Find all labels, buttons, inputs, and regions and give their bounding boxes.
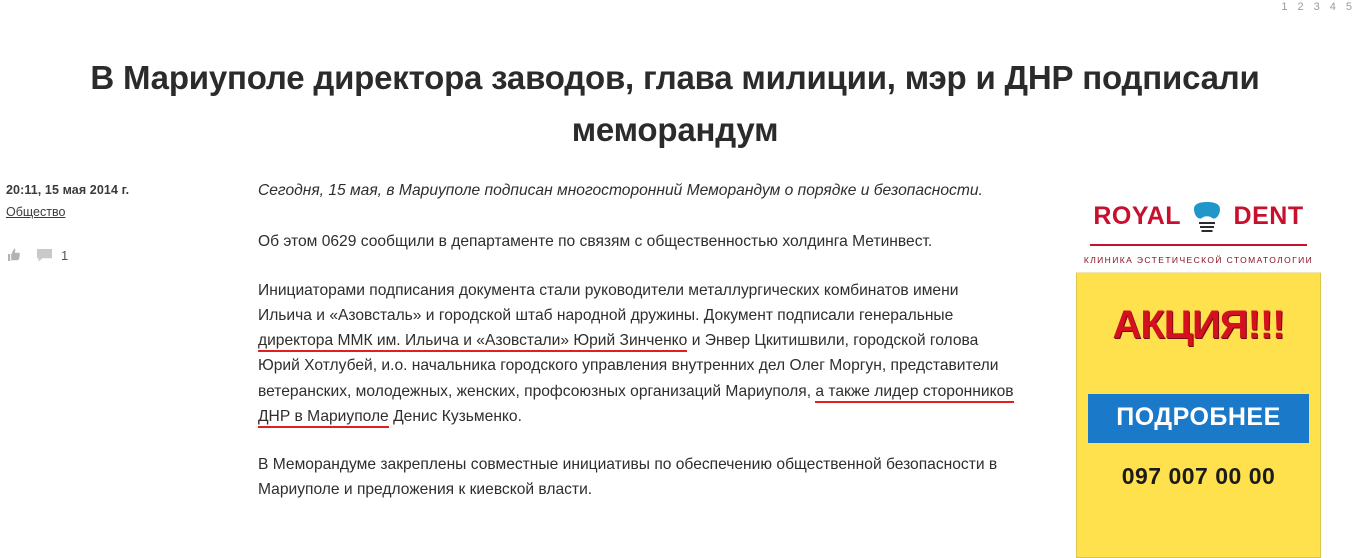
article-paragraph-3: В Меморандуме закреплены совместные инициативы по обеспечению общественной безопасности в Мариуполе и предложения к киевской власти. xyxy=(258,456,998,499)
page-title: В Мариуполе директора заводов, глава милиции, мэр и ДНР подписали меморандум xyxy=(90,59,1260,149)
publish-date: 20:11, 15 мая 2014 г. xyxy=(6,183,130,197)
category-link[interactable]: Общество xyxy=(6,205,66,219)
page-number-2[interactable]: 2 xyxy=(1297,1,1304,13)
page-number-4[interactable]: 4 xyxy=(1329,1,1336,13)
page-number-strip[interactable] xyxy=(1281,0,1352,13)
comment-count: 1 xyxy=(61,247,69,263)
highlighted-phrase-2: а также лидер сторонников ДНР в Мариуполе xyxy=(258,383,1014,428)
highlighted-phrase-1: директора ММК им. Ильича и «Азовстали» Юрий Зинченко xyxy=(258,332,687,352)
ad-phone-number: 097 007 00 00 xyxy=(1121,463,1276,489)
advertisement-banner[interactable] xyxy=(1076,178,1321,558)
ad-logo-area xyxy=(1076,178,1321,273)
ad-brand xyxy=(1076,200,1321,234)
thumbs-up-icon[interactable] xyxy=(6,247,22,263)
ad-brand-left: ROYAL xyxy=(1093,202,1181,230)
ad-divider xyxy=(1090,244,1307,246)
ad-brand-right: DENT xyxy=(1233,202,1304,230)
paragraph-text-part: Денис Кузьменко. xyxy=(388,407,522,425)
article-lead: Сегодня, 15 мая, в Мариуполе подписан многосторонний Меморандум о порядке и безопасности. xyxy=(258,182,983,199)
paragraph-text-part: Инициаторами подписания документа стали руководители металлургических комбинатов имени Ильича и «Азовсталь» и городской штаб народной дружины. Документ подписали генеральные xyxy=(258,281,959,324)
comment-bubble-icon[interactable] xyxy=(36,248,53,263)
meta-icon-row xyxy=(6,247,206,263)
article-paragraph-2 xyxy=(258,278,1014,430)
page-number-3[interactable]: 3 xyxy=(1313,1,1320,13)
article-body xyxy=(258,178,1014,526)
article-meta xyxy=(6,183,206,263)
ad-details-button[interactable]: ПОДРОБНЕЕ xyxy=(1088,394,1309,443)
ad-subtitle: КЛИНИКА ЭСТЕТИЧЕСКОЙ СТОМАТОЛОГИИ xyxy=(1083,255,1314,265)
page-number-5[interactable]: 5 xyxy=(1345,1,1352,13)
ad-headline: АКЦИЯ!!! xyxy=(1112,303,1285,347)
tooth-icon xyxy=(1190,200,1224,234)
article-paragraph-1: Об этом 0629 сообщили в департаменте по связям с общественностью холдинга Метинвест. xyxy=(258,233,933,251)
page-number-1[interactable]: 1 xyxy=(1281,1,1288,13)
paragraph-text-part: и Энвер Цкитишвили, городской голова Юрий Хотлубей, и.о. начальника городского управления внутренних дел Олег Моргун, представители ветеранских, молодежных, женских, профсоюзных организаций Мариуполя, xyxy=(258,332,999,400)
